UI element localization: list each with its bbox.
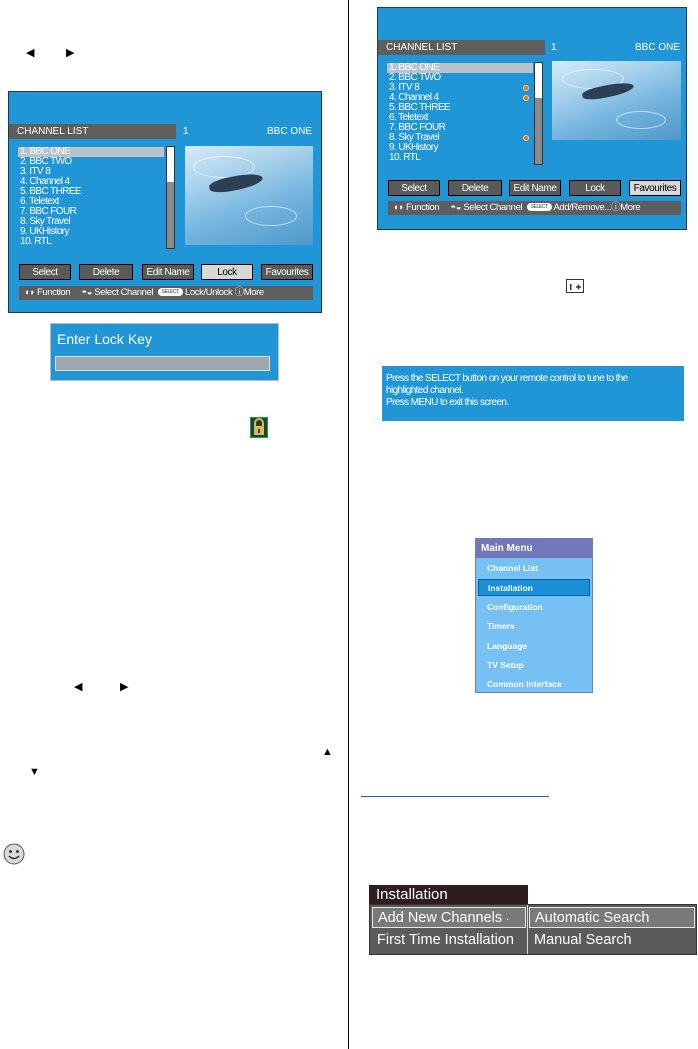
favourite-icon (523, 85, 529, 91)
installation-title: Installation (369, 885, 528, 904)
up-arrow-icon: ▲ (322, 746, 333, 758)
up-down-icon: ◓◒ (81, 287, 93, 298)
channel-list-item[interactable]: 6. Teletext (389, 112, 428, 123)
favourite-icon (523, 95, 529, 101)
favourite-icon (523, 135, 529, 141)
channel-list-panel-right (377, 7, 687, 230)
channel-list-header: CHANNEL LIST (378, 40, 545, 55)
menu-item-add-new-channels[interactable]: Add New Channels · (372, 907, 526, 928)
info-icon: ⓘ (611, 202, 621, 213)
left-right-icon: ◖◗ (24, 287, 35, 298)
select-button[interactable]: Select (19, 264, 71, 280)
section-link-underline (361, 796, 549, 797)
lock-key-dialog (50, 323, 279, 381)
status-bar: ◖◗ Function ◓◒ Select Channel SELECT Add/Remove...ⓘMore (388, 201, 681, 215)
channel-list-item[interactable]: 4. Channel 4 (387, 93, 533, 103)
channel-list-item[interactable]: 10. RTL (389, 152, 421, 163)
lock-button[interactable]: Lock (569, 180, 621, 196)
left-right-icon: ◖◗ (393, 202, 404, 213)
channel-list-item[interactable]: 2. BBC TWO (20, 156, 72, 167)
right-arrow-icon: ▶ (120, 681, 129, 693)
channel-list-item[interactable]: 6. Teletext (20, 196, 59, 207)
channel-list (387, 63, 533, 163)
channel-list-item[interactable]: 3. ITV 8 (20, 166, 51, 177)
left-arrow-icon: ◀ (26, 47, 35, 59)
main-menu-item-timers[interactable]: Timers (487, 621, 515, 632)
lock-key-title: Enter Lock Key (57, 331, 152, 347)
channel-number: 1 (551, 42, 557, 53)
select-button[interactable]: Select (388, 180, 440, 196)
channel-preview-image (552, 61, 681, 140)
edit-name-button[interactable]: Edit Name (142, 264, 194, 280)
menu-item-manual-search[interactable]: Manual Search (534, 932, 632, 948)
channel-list-item[interactable]: 8. Sky Travel (387, 133, 533, 143)
menu-item-first-time-installation[interactable]: First Time Installation (377, 932, 514, 948)
favourites-button[interactable]: Favourites (629, 180, 681, 196)
main-menu-item-installation[interactable]: Installation (478, 579, 590, 596)
info-icon: ⓘ (234, 287, 244, 298)
current-channel-name: BBC ONE (635, 42, 681, 53)
select-key-icon: SELECT (527, 203, 552, 211)
channel-list-item[interactable]: 1. BBC ONE (387, 63, 533, 73)
delete-button[interactable]: Delete (79, 264, 133, 280)
installation-body (369, 904, 697, 955)
channel-list-item[interactable]: 3. ITV 8 (387, 83, 533, 93)
channel-list-header: CHANNEL LIST (9, 124, 176, 139)
current-channel-name: BBC ONE (267, 126, 313, 137)
main-menu-item-channel-list[interactable]: Channel List (487, 563, 539, 573)
up-down-icon: ◓◒ (450, 202, 462, 213)
installation-menu (369, 885, 697, 955)
channel-list-item[interactable]: 7. BBC FOUR (20, 206, 77, 217)
channel-list-item[interactable]: 5. BBC THREE (20, 186, 81, 197)
channel-list-item[interactable]: 9. UKHistory (20, 226, 69, 237)
lock-button[interactable]: Lock (201, 264, 253, 280)
main-menu (475, 538, 593, 693)
status-bar: ◖◗ Function ◓◒ Select Channel SELECT Lock/Unlock ⓘMore (19, 286, 313, 300)
select-key-icon: SELECT (158, 288, 183, 296)
smiley-icon (3, 843, 25, 870)
page-column-divider (348, 0, 349, 1049)
lock-key-input[interactable] (55, 356, 270, 371)
padlock-icon (250, 417, 268, 438)
delete-button[interactable]: Delete (448, 180, 502, 196)
channel-list-item[interactable]: 4. Channel 4 (20, 176, 70, 187)
channel-list-item[interactable]: 8. Sky Travel (20, 216, 70, 227)
main-menu-title: Main Menu (476, 539, 592, 558)
right-arrow-icon: ▶ (66, 47, 75, 59)
channel-list-panel-left (8, 91, 322, 313)
channel-list-item[interactable]: 9. UKHistory (389, 142, 438, 153)
main-menu-item-language[interactable]: Language (487, 640, 528, 651)
channel-list (18, 147, 164, 247)
info-box: Press the SELECT button on your remote control to tune to the highlighted channel. Press MENU to exit this screen. (382, 366, 684, 421)
menu-item-automatic-search[interactable]: Automatic Search (529, 907, 695, 928)
main-menu-item-common-interface[interactable]: Common Interface (487, 679, 562, 690)
channel-number: 1 (183, 126, 189, 137)
info-plus-icon (566, 279, 584, 293)
channel-list-item[interactable]: 1. BBC ONE (18, 147, 164, 157)
channel-scrollbar[interactable] (534, 62, 543, 165)
channel-list-item[interactable]: 2. BBC TWO (389, 72, 441, 83)
main-menu-item-configuration[interactable]: Configuration (487, 601, 543, 612)
left-arrow-icon: ◀ (74, 681, 83, 693)
down-arrow-icon: ▼ (29, 766, 40, 778)
channel-list-item[interactable]: 7. BBC FOUR (389, 122, 446, 133)
channel-scrollbar[interactable] (166, 146, 175, 249)
edit-name-button[interactable]: Edit Name (509, 180, 561, 196)
channel-preview-image (185, 146, 313, 245)
channel-list-item[interactable]: 5. BBC THREE (389, 102, 450, 113)
channel-list-item[interactable]: 10. RTL (20, 236, 52, 247)
favourites-button[interactable]: Favourites (261, 264, 313, 280)
main-menu-item-tv-setup[interactable]: TV Setup (487, 660, 524, 670)
